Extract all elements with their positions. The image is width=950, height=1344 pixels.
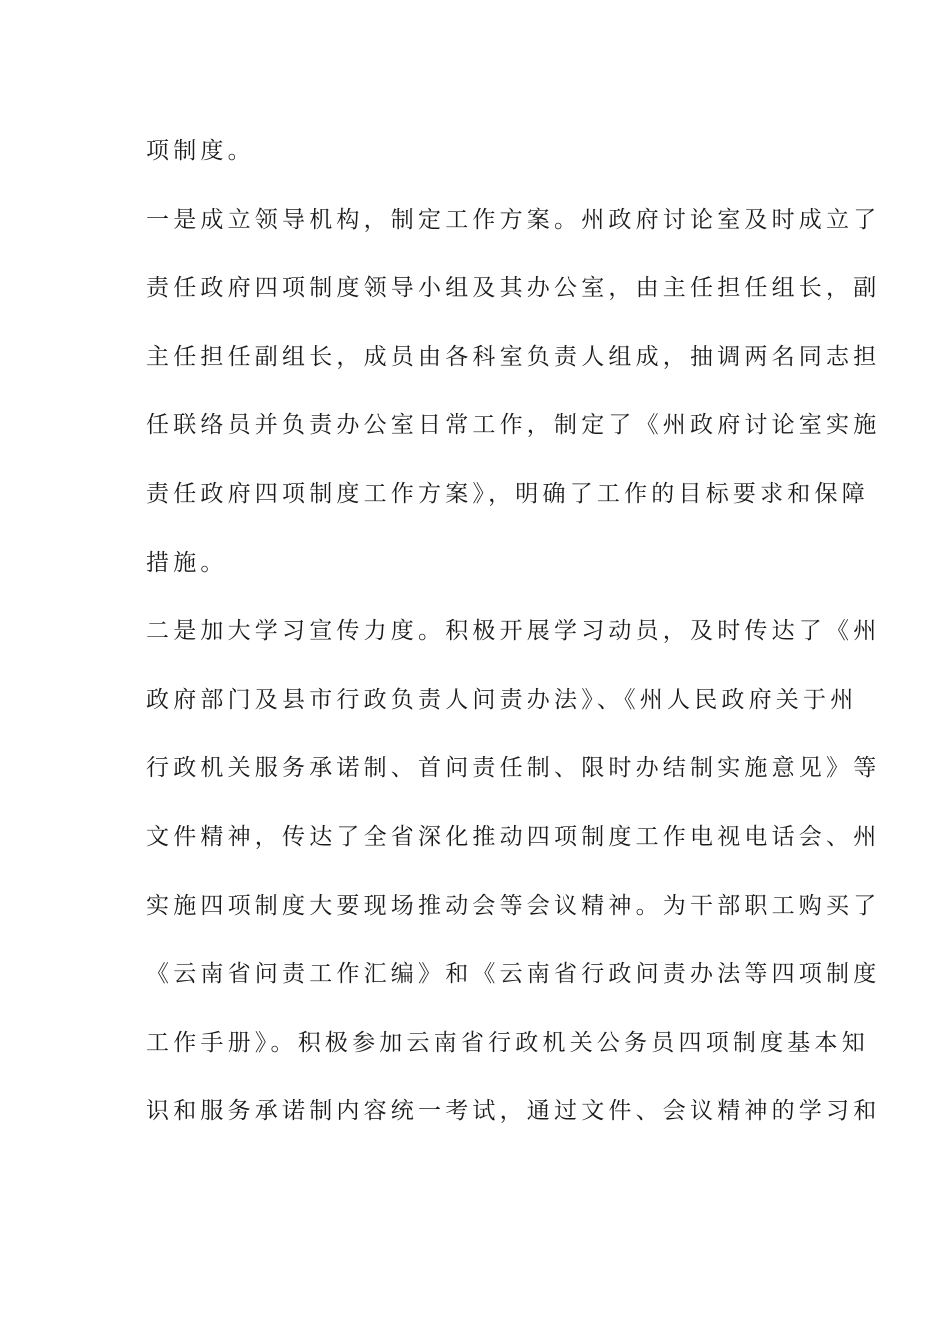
text-line-15: 识和服务承诺制内容统一考试，通过文件、会议精神的学习和 — [146, 1098, 881, 1125]
text-line-7: 措施。 — [146, 549, 228, 576]
text-line-6: 责任政府四项制度工作方案》，明确了工作的目标要求和保障 — [146, 480, 869, 507]
text-line-13: 《云南省问责工作汇编》和《云南省行政问责办法等四项制度 — [146, 961, 881, 988]
text-line-12: 实施四项制度大要现场推动会等会议精神。为干部职工购买了 — [146, 892, 881, 919]
text-line-1: 项制度。 — [146, 138, 255, 164]
document-body — [146, 128, 881, 1157]
text-line-5: 任联络员并负责办公室日常工作，制定了《州政府讨论室实施 — [146, 412, 881, 439]
text-line-2: 一是成立领导机构，制定工作方案。州政府讨论室及时成立了 — [146, 206, 881, 233]
text-line-11: 文件精神，传达了全省深化推动四项制度工作电视电话会、州 — [146, 823, 881, 850]
text-line-8: 二是加大学习宣传力度。积极开展学习动员，及时传达了《州 — [146, 618, 881, 645]
text-line-3: 责任政府四项制度领导小组及其办公室，由主任担任组长，副 — [146, 275, 881, 302]
text-line-14: 工作手册》。积极参加云南省行政机关公务员四项制度基本知 — [146, 1029, 869, 1056]
text-line-9: 政府部门及县市行政负责人问责办法》、《州人民政府关于州 — [146, 686, 858, 713]
text-line-10: 行政机关服务承诺制、首问责任制、限时办结制实施意见》等 — [146, 755, 881, 782]
text-line-4: 主任担任副组长，成员由各科室负责人组成，抽调两名同志担 — [146, 343, 881, 370]
